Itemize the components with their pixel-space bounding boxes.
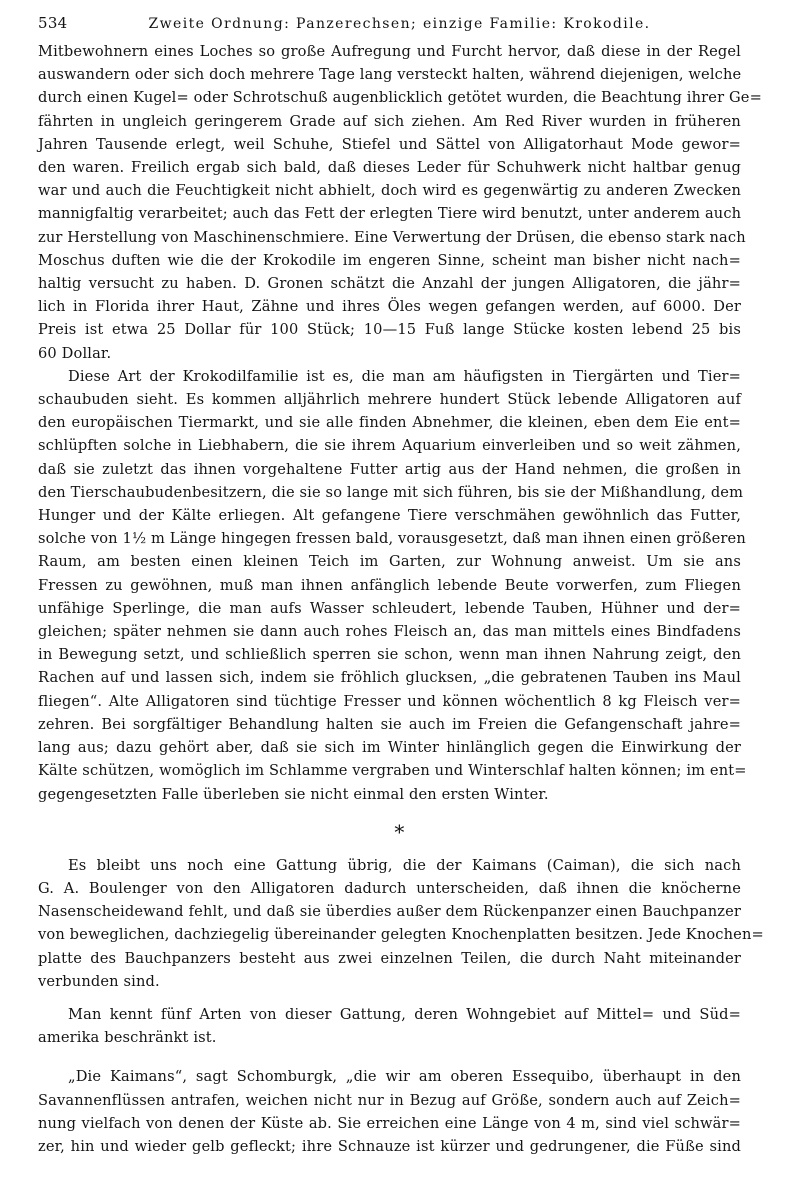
running-head: Zweite Ordnung: Panzerechsen; einzige Familie: Krokodile. [148, 16, 651, 32]
text-line: Moschus duften wie die der Krokodile im engeren Sinne, scheint man bisher nicht nach= [38, 251, 741, 269]
text-line: Mitbewohnern eines Loches so große Aufregung und Furcht hervor, daß diese in der Regel [38, 43, 741, 60]
text-line: Rachen auf und lassen sich, indem sie fröhlich glucksen, „die gebratenen Tauben ins Maul [38, 669, 741, 687]
paragraph-schomburgk-quote [38, 1065, 741, 1158]
text-line: lang aus; dazu gehört aber, daß sie sich im Winter hinlänglich gegen die Einwirkung der [38, 739, 741, 757]
text-line: „Die Kaimans“, sagt Schomburgk, „die wir am oberen Essequibo, überhaupt in den [68, 1068, 741, 1086]
page-header [38, 14, 741, 40]
text-line: den waren. Freilich ergab sich bald, daß dieses Leder für Schuhwerk nicht haltbar genug [38, 159, 741, 177]
text-line: Raum, am besten einen kleinen Teich im Garten, zur Wohnung anweist. Um sie ans [38, 553, 741, 571]
text-line: verbunden sind. [38, 972, 160, 990]
text-line: zer, hin und wieder gelb gefleckt; ihre Schnauze ist kürzer und gedrungener, die Füße sind [38, 1137, 741, 1155]
text-line: zur Herstellung von Maschinenschmiere. Eine Verwertung der Drüsen, die ebenso stark nach [38, 228, 746, 246]
section-divider: * [394, 819, 405, 844]
paragraph-alligator-uses [38, 40, 762, 365]
text-line: Man kennt fünf Arten von dieser Gattung, deren Wohngebiet auf Mittel= und Süd= [68, 1005, 741, 1023]
paragraph-caiman-species [38, 1003, 741, 1049]
page-number: 534 [38, 14, 68, 32]
text-line: gegengesetzten Falle überleben sie nicht einmal den ersten Winter. [38, 785, 549, 803]
text-line: solche von 1½ m Länge hingegen fressen bald, vorausgesetzt, daß man ihnen einen größeren [38, 530, 746, 548]
paragraph-gap [38, 1049, 741, 1065]
text-line: lich in Florida ihrer Haut, Zähne und ihres Öles wegen gefangen werden, auf 6000. Der [38, 298, 741, 316]
text-line: den europäischen Tiermarkt, und sie alle finden Abnehmer, die kleinen, eben dem Eie ent= [38, 414, 741, 432]
text-line: Es bleibt uns noch eine Gattung übrig, die der Kaimans (Caiman), die sich nach [68, 856, 741, 874]
text-line: Jahren Tausende erlegt, weil Schuhe, Stiefel und Sättel von Alligatorhaut Mode gewor= [38, 135, 741, 153]
paragraph-gap [38, 993, 741, 1003]
text-line: Nasenscheidewand fehlt, und daß sie überdies außer dem Rückenpanzer einen Bauchpanzer [38, 903, 741, 921]
text-line: schaubuden sieht. Es kommen alljährlich mehrere hundert Stück lebende Alligatoren auf [38, 391, 741, 409]
text-line: fliegen“. Alte Alligatoren sind tüchtige Fresser und können wöchentlich 8 kg Fleisch ver= [38, 692, 741, 710]
text-line: mannigfaltig verarbeitet; auch das Fett der erlegten Tiere wird benutzt, unter anderem auch [38, 205, 742, 223]
text-line: platte des Bauchpanzers besteht aus zwei einzelnen Teilen, die durch Naht miteinander [38, 949, 741, 967]
text-line: G. A. Boulenger von den Alligatoren dadurch unterscheiden, daß ihnen die knöcherne [38, 879, 741, 897]
text-line: auswandern oder sich doch mehrere Tage lang versteckt halten, während diejenigen, welche [38, 66, 742, 84]
text-line: war und auch die Feuchtigkeit nicht abhielt, doch wird es gegenwärtig zu anderen Zwecken [38, 182, 741, 200]
text-line: Hunger und der Kälte erliegen. Alt gefangene Tiere verschmähen gewöhnlich das Futter, [38, 507, 741, 525]
text-line: von beweglichen, dachziegelig übereinander gelegten Knochenplatten besitzen. Jede Knochen= [38, 926, 764, 944]
text-line: gleichen; später nehmen sie dann auch rohes Fleisch an, das man mittels eines Bindfadens [38, 623, 741, 641]
text-line: durch einen Kugel= oder Schrotschuß augenblicklich getötet wurden, die Beachtung ihrer Ge= [38, 89, 762, 107]
text-line: Diese Art der Krokodilfamilie ist es, die man am häufigsten in Tiergärten und Tier= [68, 367, 741, 385]
body-text [38, 40, 764, 1158]
text-line: unfähige Sperlinge, die man aufs Wasser schleudert, lebende Tauben, Hühner und der= [38, 599, 741, 617]
text-line: 60 Dollar. [38, 344, 112, 362]
text-line: schlüpften solche in Liebhabern, die sie ihrem Aquarium einverleiben und so weit zähmen, [38, 437, 741, 455]
text-line: daß sie zuletzt das ihnen vorgehaltene Futter artig aus der Hand nehmen, die großen in [38, 460, 741, 478]
text-line: amerika beschränkt ist. [38, 1029, 217, 1047]
text-line: Savannenflüssen antrafen, weichen nicht nur in Bezug auf Größe, sondern auch auf Zeich= [38, 1091, 741, 1109]
paragraph-captivity [38, 365, 747, 806]
text-line: Fressen zu gewöhnen, muß man ihnen anfänglich lebende Beute vorwerfen, zum Fliegen [38, 576, 741, 594]
text-line: Kälte schützen, womöglich im Schlamme vergraben und Winterschlaf halten können; im ent= [38, 762, 747, 780]
paragraph-caiman-genus [38, 854, 764, 993]
text-line: in Bewegung setzt, und schließlich sperren sie schon, wenn man ihnen Nahrung zeigt, den [38, 646, 741, 664]
text-line: haltig versucht zu haben. D. Gronen schätzt die Anzahl der jungen Alligatoren, die jähr= [38, 275, 741, 293]
text-line: fährten in ungleich geringerem Grade auf sich ziehen. Am Red River wurden in früheren [38, 112, 741, 130]
text-line: nung vielfach von denen der Küste ab. Sie erreichen eine Länge von 4 m, sind viel schwär= [38, 1114, 741, 1132]
text-line: zehren. Bei sorgfältiger Behandlung halten sie auch im Freien die Gefangenschaft jahre= [38, 715, 741, 733]
text-line: den Tierschaubudenbesitzern, die sie so lange mit sich führen, bis sie der Mißhandlung, dem [38, 483, 744, 501]
text-line: Preis ist etwa 25 Dollar für 100 Stück; 10—15 Fuß lange Stücke kosten lebend 25 bis [38, 321, 741, 339]
